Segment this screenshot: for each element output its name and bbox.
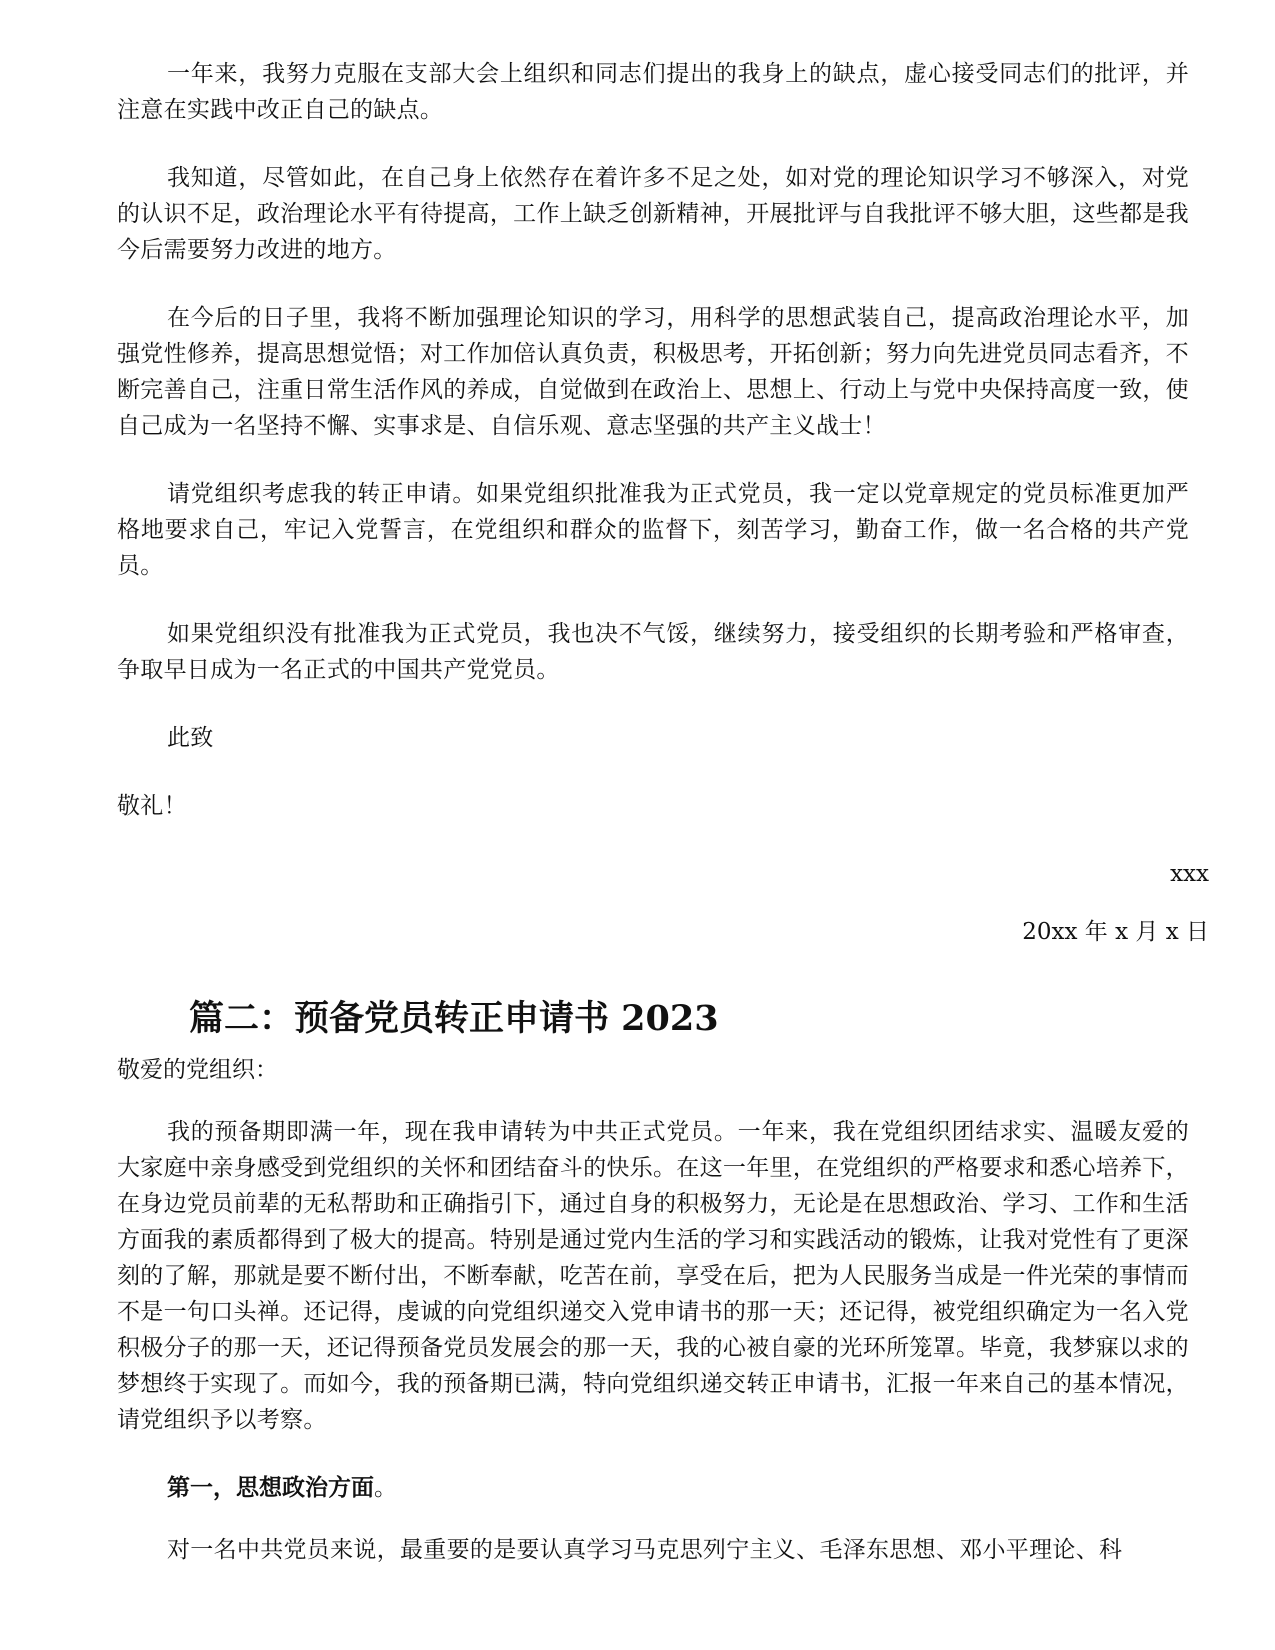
- body-paragraph: 我知道，尽管如此，在自己身上依然存在着许多不足之处，如对党的理论知识学习不够深入，对党的认识不足，政治理论水平有待提高，工作上缺乏创新精神，开展批评与自我批评不够大胆，这些都是我今后需要努力改进的地方。: [117, 165, 1189, 263]
- document-page: [117, 56, 1209, 1600]
- signature-date: 20xx 年 x 月 x 日: [1022, 919, 1209, 945]
- signature-name: xxx: [1170, 861, 1209, 887]
- body-paragraph: 在今后的日子里，我将不断加强理论知识的学习，用科学的思想武装自己，提高政治理论水平，加强党性修养，提高思想觉悟；对工作加倍认真负责，积极思考，开拓创新；努力向先进党员同志看齐，不断完善自己，注重日常生活作风的养成，自觉做到在政治上、思想上、行动上与党中央保持高度一致，使自己成为一名坚持不懈、实事求是、自信乐观、意志坚强的共产主义战士！: [117, 305, 1189, 439]
- intro-paragraph: 我的预备期即满一年，现在我申请转为中共正式党员。一年来，我在党组织团结求实、温暖友爱的大家庭中亲身感受到党组织的关怀和团结奋斗的快乐。在这一年里，在党组织的严格要求和悉心培养下，在身边党员前辈的无私帮助和正确指引下，通过自身的积极努力，无论是在思想政治、学习、工作和生活方面我的素质都得到了极大的提高。特别是通过党内生活的学习和实践活动的锻炼，让我对党性有了更深刻的了解，那就是要不断付出，不断奉献，吃苦在前，享受在后，把为人民服务当成是一件光荣的事情而不是一句口头禅。还记得，虔诚的向党组织递交入党申请书的那一天；还记得，被党组织确定为一名入党积极分子的那一天，还记得预备党员发展会的那一天，我的心被自豪的光环所笼罩。毕竟，我梦寐以求的梦想终于实现了。而如今，我的预备期已满，特向党组织递交转正申请书，汇报一年来自己的基本情况，请党组织予以考察。: [117, 1119, 1189, 1433]
- subsection-title-bold: 第一，思想政治方面: [167, 1474, 374, 1501]
- subsection-title: [117, 1470, 1189, 1506]
- body-paragraph: 如果党组织没有批准我为正式党员，我也决不气馁，继续努力，接受组织的长期考验和严格审查，争取早日成为一名正式的中国共产党党员。: [117, 621, 1189, 683]
- closing-salute: 此致: [167, 725, 214, 751]
- subsection-title-punct: 。: [374, 1475, 397, 1501]
- body-paragraph: 对一名中共党员来说，最重要的是要认真学习马克思列宁主义、毛泽东思想、邓小平理论、科: [167, 1537, 1123, 1563]
- body-paragraph: 请党组织考虑我的转正申请。如果党组织批准我为正式党员，我一定以党章规定的党员标准更加严格地要求自己，牢记入党誓言，在党组织和群众的监督下，刻苦学习，勤奋工作，做一名合格的共产党员。: [117, 481, 1189, 579]
- section-heading: 篇二：预备党员转正申请书 2023: [189, 998, 719, 1039]
- salutation: 敬爱的党组织：: [117, 1057, 278, 1083]
- body-paragraph: 一年来，我努力克服在支部大会上组织和同志们提出的我身上的缺点，虚心接受同志们的批评，并注意在实践中改正自己的缺点。: [117, 61, 1189, 123]
- closing-regards: 敬礼！: [117, 793, 187, 819]
